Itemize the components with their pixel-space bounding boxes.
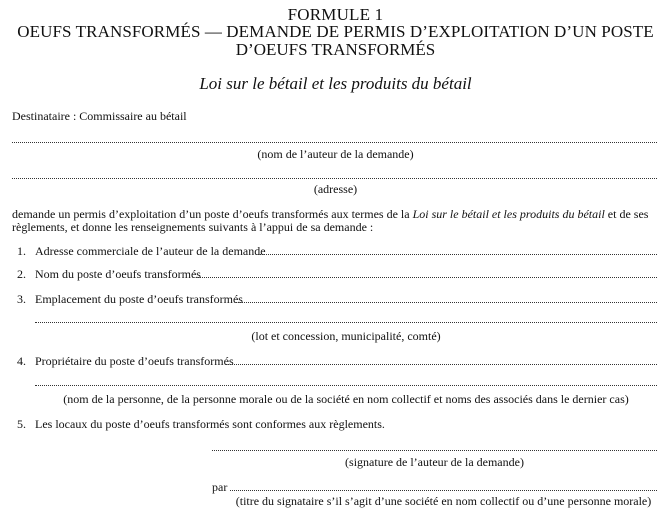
item-3-label: Emplacement du poste d’oeufs transformés [35,292,243,306]
signature-field[interactable] [212,450,657,451]
item-5-label: Les locaux du poste d’oeufs transformés sont conformes aux règlements. [35,417,385,431]
request-text-part2: et de ses [604,207,649,221]
owner-field[interactable] [35,385,657,386]
signatory-title-field[interactable] [230,490,657,491]
request-text-line2: règlements, et donne les renseignements suivants à l’appui de sa demande : [12,220,374,234]
form-title-line1: OEUFS TRANSFORMÉS — DEMANDE DE PERMIS D’EXPLOITATION D’UN POSTE [17,22,654,41]
form-title-line2: D’OEUFS TRANSFORMÉS [235,40,436,59]
item-3-field[interactable] [236,302,657,303]
item-1-number: 1. [17,244,26,258]
location-field[interactable] [35,322,657,323]
item-2-number: 2. [17,267,26,281]
location-caption: (lot et concession, municipalité, comté) [251,329,441,343]
item-1-field[interactable] [258,254,657,255]
request-act-reference: Loi sur le bétail et les produits du bétail [412,207,605,221]
address-field[interactable] [12,178,657,179]
owner-caption: (nom de la personne, de la personne morale ou de la société en nom collectif et noms des associés dans le dernier cas) [63,392,629,406]
item-5-number: 5. [17,417,26,431]
item-4-label: Propriétaire du poste d’oeufs transformés [35,354,234,368]
applicant-name-field[interactable] [12,142,657,143]
par-label: par [212,480,228,494]
act-title: Loi sur le bétail et les produits du bétail [199,74,472,93]
applicant-name-caption: (nom de l’auteur de la demande) [257,147,414,161]
item-2-label: Nom du poste d’oeufs transformés [35,267,201,281]
request-text-line1 [12,207,648,221]
request-text-part1: demande un permis d’exploitation d’un poste d’oeufs transformés aux termes de la [12,207,413,221]
item-2-field[interactable] [196,277,657,278]
signature-caption: (signature de l’auteur de la demande) [345,455,524,469]
item-1-label: Adresse commerciale de l’auteur de la demande [35,244,266,258]
item-4-field[interactable] [226,364,657,365]
form-number: FORMULE 1 [287,5,384,24]
address-caption: (adresse) [313,182,358,196]
item-3-number: 3. [17,292,26,306]
item-4-number: 4. [17,354,26,368]
recipient-line: Destinataire : Commissaire au bétail [12,109,187,123]
signatory-title-caption: (titre du signataire s’il s’agit d’une société en nom collectif ou d’une personne morale) [235,494,652,508]
